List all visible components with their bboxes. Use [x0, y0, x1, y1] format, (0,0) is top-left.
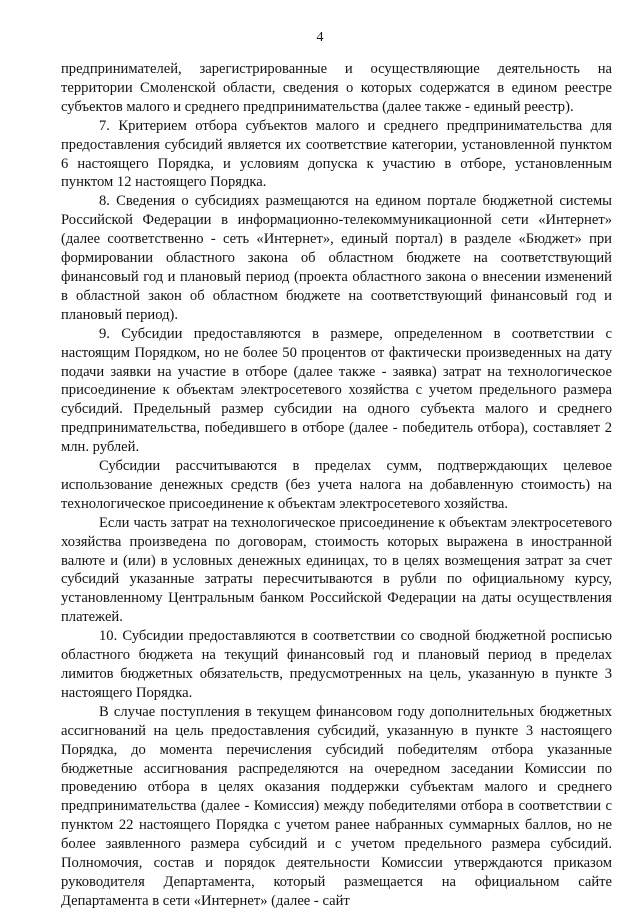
paragraph-subsidy-calculation: Субсидии рассчитываются в пределах сумм, подтверждающих целевое использование денежных средств (без учета налога на добавленную стоимость) на технологическое присоединение к объектам электросетевого хозяйства.: [61, 458, 612, 512]
paragraph-7: 7. Критерием отбора субъектов малого и среднего предпринимательства для предоставления субсидий является их соответствие категории, установленной пунктом 6 настоящего Порядка, и условиям допуска к участию в отборе, установленным пунктом 12 настоящего Порядка.: [61, 117, 612, 191]
paragraph-8: 8. Сведения о субсидиях размещаются на едином портале бюджетной системы Российской Федерации в информационно-телекоммуникационной сети «Интернет» (далее соответственно - сеть «Интернет», единый портал) в разделе «Бюджет» при формировании областного закона об областном бюджете на соответствующий финансовый год и плановый период (проекта областного закона о внесении изменений в областной закон об областном бюджете на соответствующий финансовый год и плановый период).: [61, 193, 612, 323]
paragraph-additional-allocations: В случае поступления в текущем финансовом году дополнительных бюджетных ассигнований на цель предоставления субсидий, указанную в пункте 3 настоящего Порядка, до момента перечисления субсидий победителям отбора указанные бюджетные ассигнования распределяются на очередном заседании Комиссии по проведению отбора в целях оказания поддержки субъектам малого и среднего предпринимательства (далее - Комиссия) между победителями отбора в соответствии с пунктом 22 настоящего Порядка с учетом ранее набранных суммарных баллов, но не более заявленного размера субсидий и с учетом предельного размера субсидий. Полномочия, состав и порядок деятельности Комиссии утверждаются приказом руководителя Департамента, который размещается на официальном сайте Департамента в сети «Интернет» (далее - сайт: [61, 703, 612, 909]
paragraph-10: 10. Субсидии предоставляются в соответствии со сводной бюджетной росписью областного бюджета на текущий финансовый год и плановый период в пределах лимитов бюджетных обязательств, предусмотренных на цель, указанную в пункте 3 настоящего Порядка.: [61, 628, 612, 701]
page-number: 4: [316, 30, 324, 45]
paragraph-continuation: предпринимателей, зарегистрированные и осуществляющие деятельность на территории Смоленской области, сведения о которых содержатся в едином реестре субъектов малого и среднего предпринимательства (далее также - единый реестр).: [61, 61, 612, 115]
document-body: [61, 60, 612, 911]
paragraph-9: 9. Субсидии предоставляются в размере, определенном в соответствии с настоящим Порядком, но не более 50 процентов от фактически произведенных на дату подачи заявки на участие в отборе (далее также - заявка) затрат на технологическое присоединение к объектам электросетевого хозяйства с учетом предельного размера субсидий. Предельный размер субсидии на одного субъекта малого и среднего предпринимательства, победившего в отборе (далее - победитель отбора), составляет 2 млн. рублей.: [61, 325, 612, 456]
paragraph-foreign-currency: Если часть затрат на технологическое присоединение к объектам электросетевого хозяйства произведена по договорам, стоимость которых выражена в иностранной валюте и (или) в условных денежных единицах, то в целях возмещения затрат за счет субсидий указанные затраты пересчитываются в рубли по официальному курсу, установленному Центральным банком Российской Федерации на даты осуществления платежей.: [61, 514, 612, 626]
